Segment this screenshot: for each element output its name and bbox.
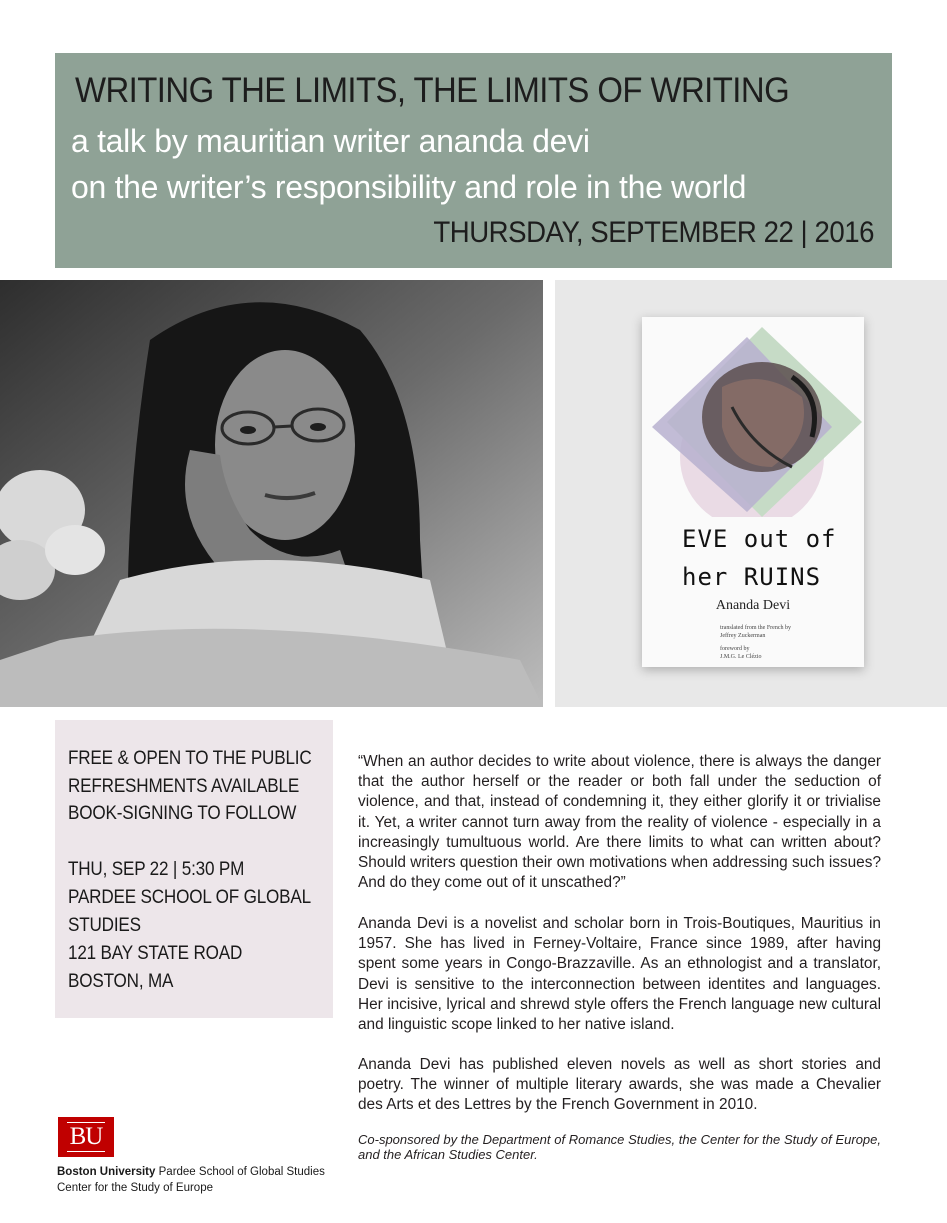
footer-university-line (57, 1166, 325, 1178)
book-translator: Jeffrey Zuckerman (720, 633, 766, 639)
cosponsor-note: Co-sponsored by the Department of Romance Studies, the Center for the Study of Europe, and the African Studies Center. (358, 1132, 881, 1162)
book-cover-panel (555, 280, 947, 707)
event-subtitle-line2: on the writer’s responsibility and role in the world (71, 169, 747, 205)
event-title: WRITING THE LIMITS, THE LIMITS OF WRITING (75, 71, 790, 110)
info-line-book-signing: BOOK-SIGNING TO FOLLOW (68, 803, 297, 824)
book-title-line1: EVE out of (682, 525, 837, 553)
info-line-datetime: THU, SEP 22 | 5:30 PM (68, 859, 245, 880)
info-line-venue: PARDEE SCHOOL OF GLOBAL (68, 887, 311, 908)
book-cover-artwork (642, 317, 864, 517)
book-title-line2: her RUINS (682, 563, 822, 591)
book-cover (642, 317, 864, 667)
footer-school: Pardee School of Global Studies (158, 1166, 325, 1178)
event-date: THURSDAY, SEPTEMBER 22 | 2016 (433, 216, 874, 249)
author-bio-paragraph-1: Ananda Devi is a novelist and scholar born in Trois-Boutiques, Mauritius in 1957. She has lived in Ferney-Voltaire, France since 1989, after having spent some years in Congo-Brazzaville. As an ethnologist and a translator, Devi is sensitive to the interconnection between identites and languages. Her incisive, lyrical and shrewd style offers the French language new cultural and linguistic scope linked to her native island. (358, 915, 881, 1034)
boston-university-logo (58, 1117, 114, 1157)
book-foreword-author: J.M.G. Le Clézio (720, 654, 762, 660)
author-bio-paragraph-2: Ananda Devi has published eleven novels as well as short stories and poetry. The winner of multiple literary awards, she was made a Chevalier des Arts et des Lettres by the French Government in 2010. (358, 1056, 881, 1114)
portrait-illustration (0, 280, 543, 707)
info-line-refreshments: REFRESHMENTS AVAILABLE (68, 776, 300, 797)
info-line-city: BOSTON, MA (68, 971, 174, 992)
event-subtitle-line1: a talk by mauritian writer ananda devi (71, 123, 590, 159)
logo-text: BU (67, 1122, 106, 1152)
info-line-address: 121 BAY STATE ROAD (68, 943, 243, 964)
footer-university: Boston University (57, 1166, 156, 1178)
author-portrait-photo (0, 280, 543, 707)
footer-center: Center for the Study of Europe (57, 1182, 213, 1194)
book-foreword-label: foreword by (720, 646, 750, 652)
book-author: Ananda Devi (715, 598, 791, 613)
author-quote: “When an author decides to write about violence, there is always the danger that the author herself or the reader or both fall under the seduction of violence, and that, instead of condemning it, they either glorify it or trivialise it. Yet, a writer cannot turn away from the reality of violence - especially in a increasingly tumultuous world. Are there limits to what can written about? Should writers question their own motivations when addressing such issues? And do they come out of it unscathed?” (358, 753, 881, 892)
info-line-venue-cont: STUDIES (68, 915, 141, 936)
info-line-free: FREE & OPEN TO THE PUBLIC (68, 748, 312, 769)
book-translated-label: translated from the French by (720, 625, 791, 631)
event-info-box (55, 720, 333, 1018)
header-banner (55, 53, 892, 268)
